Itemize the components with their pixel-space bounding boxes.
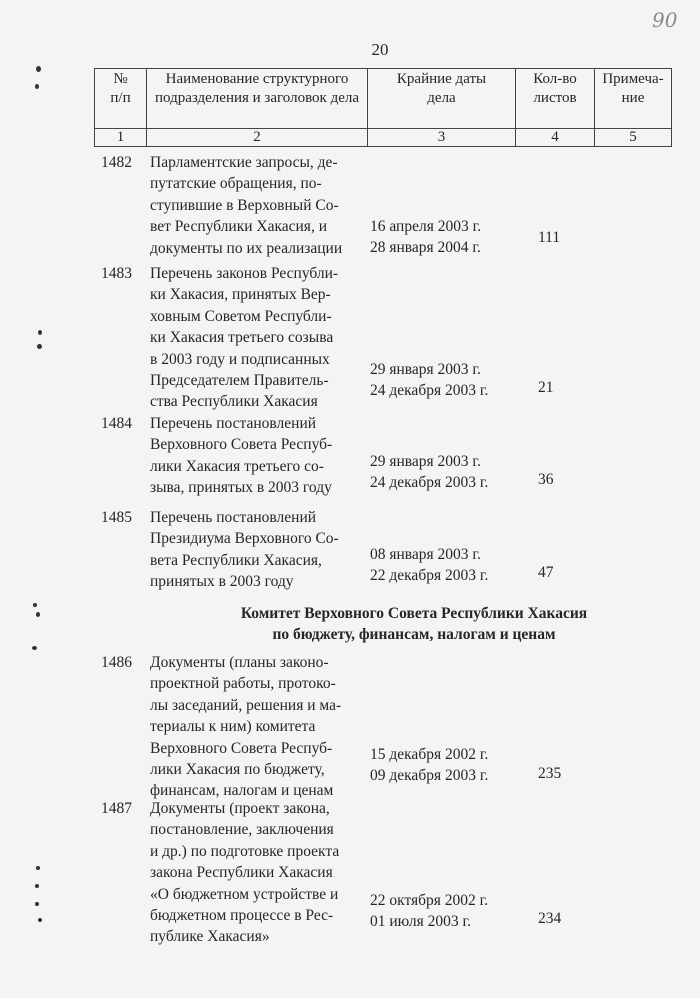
entry-dates: 22 октября 2002 г. 01 июля 2003 г. bbox=[370, 892, 489, 931]
entry-sheets: 36 bbox=[538, 471, 554, 488]
entry-dates: 29 января 2003 г. 24 декабря 2003 г. bbox=[370, 361, 489, 400]
entry-dates: 29 января 2003 г. 24 декабря 2003 г. bbox=[370, 453, 489, 492]
header-notes: Примеча- ние bbox=[595, 69, 672, 129]
entry-title: Парламентские запросы, де- путатские обращения, по- ступившие в Верховный Со- вет Республики Хакасия, и документы по их реализации bbox=[150, 154, 343, 257]
scan-speck bbox=[36, 866, 40, 870]
handwritten-archive-number: 90 bbox=[652, 8, 678, 32]
scan-speck bbox=[35, 902, 39, 906]
entry-dates: 15 декабря 2002 г. 09 декабря 2003 г. bbox=[370, 746, 489, 785]
scan-speck bbox=[38, 330, 42, 335]
scan-speck bbox=[38, 918, 42, 922]
entry-number: 1485 bbox=[101, 509, 132, 526]
header-colnum-3: 3 bbox=[368, 129, 516, 147]
scan-speck bbox=[33, 603, 37, 607]
scan-speck bbox=[37, 344, 42, 349]
entry-number: 1486 bbox=[101, 654, 132, 671]
page-number: 20 bbox=[371, 40, 389, 59]
header-colnum-1: 1 bbox=[95, 129, 147, 147]
scan-speck bbox=[36, 66, 41, 72]
scan-speck bbox=[35, 884, 39, 888]
entry-number: 1483 bbox=[101, 265, 132, 282]
entry-sheets: 111 bbox=[538, 229, 561, 246]
entry-number: 1484 bbox=[101, 415, 132, 432]
scan-speck bbox=[36, 612, 40, 617]
header-dates: Крайние даты дела bbox=[368, 69, 516, 129]
entry-title: Перечень постановлений Президиума Верховного Со- вета Республики Хакасия, принятых в 2003 году bbox=[150, 509, 339, 591]
header-colnum-4: 4 bbox=[516, 129, 595, 147]
entry-dates: 16 апреля 2003 г. 28 января 2004 г. bbox=[370, 218, 482, 257]
entry-sheets: 47 bbox=[538, 564, 554, 581]
entry-title: Документы (планы законо- проектной работы, протоко- лы заседаний, решения и ма- териалы к ним) комитета Верховного Совета Респуб- лики Хакасия по бюджету, финансам, налогам и ценам bbox=[150, 654, 342, 800]
section-heading: Комитет Верховного Совета Республики Хакасия по бюджету, финансам, налогам и ценам bbox=[240, 605, 588, 644]
entry-number: 1482 bbox=[101, 154, 132, 171]
header-number: № п/п bbox=[95, 69, 147, 129]
header-sheets: Кол-во листов bbox=[516, 69, 595, 129]
entry-title: Перечень постановлений Верховного Совета Респуб- лики Хакасия третьего со- зыва, принятых в 2003 году bbox=[150, 415, 333, 497]
entry-sheets: 234 bbox=[538, 910, 562, 927]
entry-title: Перечень законов Республи- ки Хакасия, принятых Вер- ховным Советом Республи- ки Хакасия третьего созыва в 2003 году и подписанных Председателем Правитель- ства Республики Хакасия bbox=[150, 265, 339, 411]
scan-speck bbox=[35, 84, 39, 89]
entry-title: Документы (проект закона, постановление, заключения и др.) по подготовке проекта закона Республики Хакасия «О бюджетном устройстве и бюджетном процессе в Рес- публике Хакасия» bbox=[150, 800, 340, 946]
entry-dates: 08 января 2003 г. 22 декабря 2003 г. bbox=[370, 546, 489, 585]
inventory-table-header bbox=[94, 68, 672, 147]
header-colnum-5: 5 bbox=[595, 129, 672, 147]
scan-speck bbox=[32, 646, 37, 650]
entry-number: 1487 bbox=[101, 800, 132, 817]
entry-sheets: 21 bbox=[538, 379, 554, 396]
header-title: Наименование структурного подразделения и заголовок дела bbox=[147, 69, 368, 129]
entry-sheets: 235 bbox=[538, 765, 562, 782]
header-colnum-2: 2 bbox=[147, 129, 368, 147]
